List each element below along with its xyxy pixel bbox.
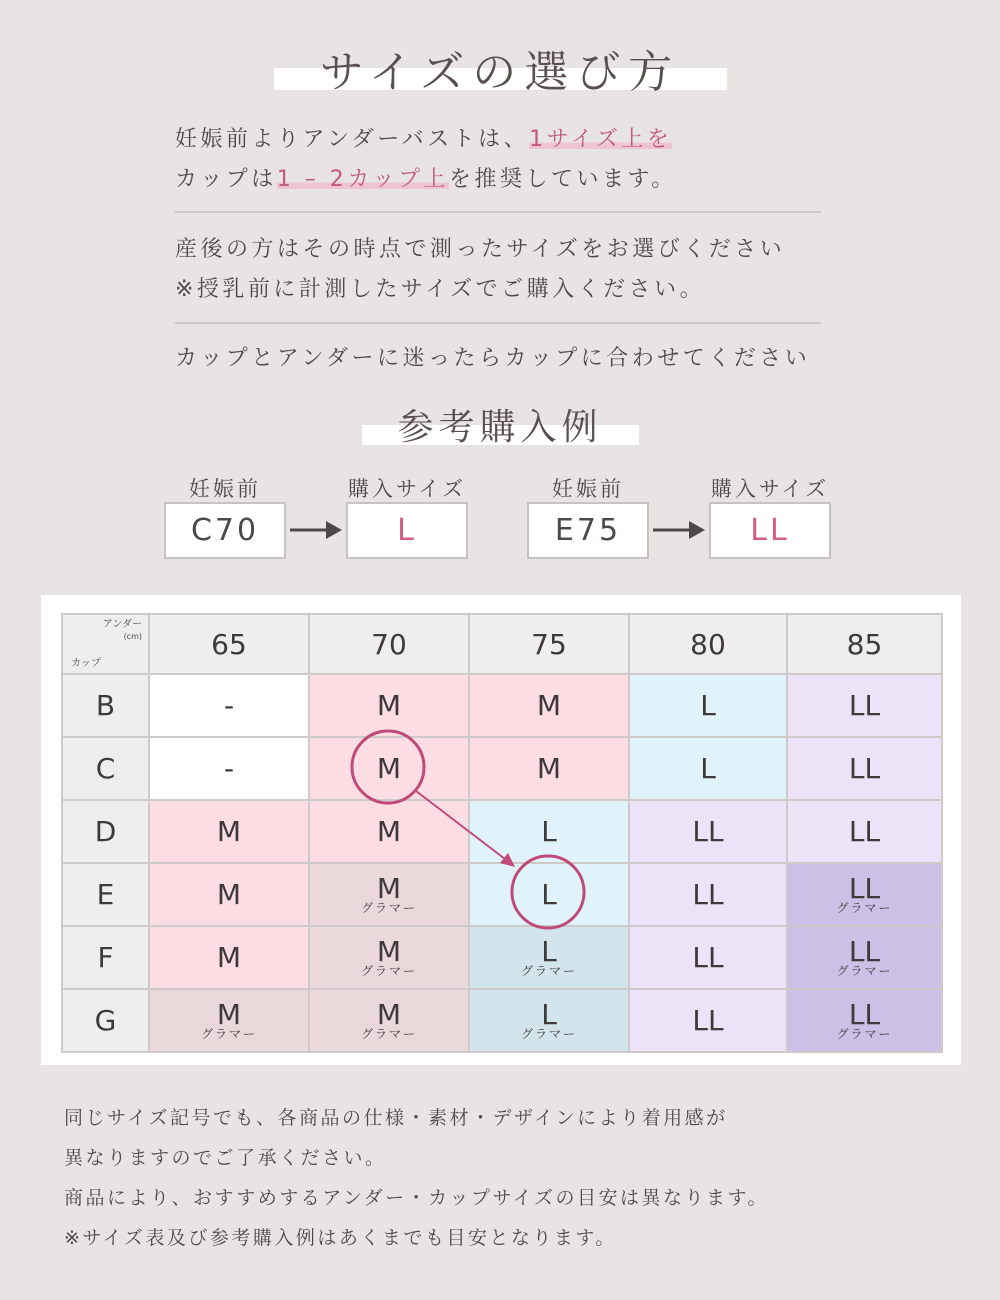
table-body xyxy=(62,674,942,1052)
size-value: LL xyxy=(848,934,881,968)
size-cell-c-70 xyxy=(309,737,469,800)
example-heading xyxy=(0,395,1000,455)
corner-under-text: アンダー xyxy=(102,619,142,630)
divider-2 xyxy=(175,322,821,324)
size-value: LL xyxy=(848,997,881,1031)
size-value: L xyxy=(541,814,557,848)
intro-line-1-highlight: 1サイズ上を xyxy=(529,127,673,152)
example-1-before-value: C70 xyxy=(164,502,286,559)
size-chart-panel xyxy=(41,595,961,1065)
intro-line-5: カップとアンダーに迷ったらカップに合わせてください xyxy=(175,346,811,371)
size-cell-c-75 xyxy=(469,737,629,800)
size-value: M xyxy=(216,997,242,1031)
size-value: - xyxy=(223,688,235,722)
size-value: L xyxy=(541,934,557,968)
footnotes xyxy=(64,1098,769,1258)
size-cell-c-80 xyxy=(629,737,787,800)
size-cell-d-80 xyxy=(629,800,787,863)
size-cell-g-70 xyxy=(309,989,469,1052)
column-header-65: 65 xyxy=(149,614,309,674)
size-value: LL xyxy=(692,877,724,911)
intro-line-1 xyxy=(175,120,825,160)
intro-block-2 xyxy=(175,230,825,310)
size-subtype: グラマー xyxy=(360,900,417,915)
size-cell-g-65 xyxy=(149,989,309,1052)
note-3: 商品により、おすすめするアンダー・カップサイズの目安は異なります。 xyxy=(64,1187,769,1209)
row-header-g: G xyxy=(62,989,149,1052)
size-cell-f-75 xyxy=(469,926,629,989)
example-2-before-value: E75 xyxy=(527,502,649,559)
size-cell-d-65 xyxy=(149,800,309,863)
table-row xyxy=(62,674,942,737)
size-cell-f-70 xyxy=(309,926,469,989)
example-2-arrow-icon xyxy=(653,518,705,542)
size-value: LL xyxy=(848,871,881,905)
size-cell-d-70 xyxy=(309,800,469,863)
intro-line-2 xyxy=(175,160,825,200)
size-subtype: グラマー xyxy=(200,1026,257,1041)
size-value: M xyxy=(216,814,242,848)
row-header-b: B xyxy=(62,674,149,737)
size-cell-f-80 xyxy=(629,926,787,989)
table-corner-cell xyxy=(62,614,149,674)
size-cell-f-65 xyxy=(149,926,309,989)
example-2-before-label: 妊娠前 xyxy=(552,477,624,501)
size-cell-c-85 xyxy=(787,737,942,800)
intro-line-3: 産後の方はその時点で測ったサイズをお選びください xyxy=(175,237,786,262)
row-header-f: F xyxy=(62,926,149,989)
size-value: LL xyxy=(692,1003,724,1037)
size-value: M xyxy=(376,997,402,1031)
row-header-c: C xyxy=(62,737,149,800)
column-header-75: 75 xyxy=(469,614,629,674)
column-header-85: 85 xyxy=(787,614,942,674)
size-value: L xyxy=(700,688,716,722)
corner-cup-label: カップ xyxy=(71,658,101,669)
size-cell-b-80 xyxy=(629,674,787,737)
intro-line-2-text: カップは xyxy=(175,167,277,192)
size-value: LL xyxy=(692,814,724,848)
size-value: - xyxy=(223,751,235,785)
intro-line-2-text-end: を推奨しています。 xyxy=(449,167,677,192)
column-header-80: 80 xyxy=(629,614,787,674)
size-cell-f-85 xyxy=(787,926,942,989)
intro-block-3 xyxy=(175,339,825,379)
size-value: M xyxy=(376,871,402,905)
size-cell-d-85 xyxy=(787,800,942,863)
size-cell-g-75 xyxy=(469,989,629,1052)
size-subtype: グラマー xyxy=(360,1026,417,1041)
size-cell-e-70 xyxy=(309,863,469,926)
size-cell-g-85 xyxy=(787,989,942,1052)
size-cell-b-70 xyxy=(309,674,469,737)
size-chart-table xyxy=(61,613,943,1053)
intro-line-4: ※授乳前に計測したサイズでご購入ください。 xyxy=(175,277,706,302)
size-value: L xyxy=(700,751,716,785)
size-value: LL xyxy=(848,688,881,722)
size-cell-e-75 xyxy=(469,863,629,926)
example-1-after-label: 購入サイズ xyxy=(347,477,467,501)
size-cell-b-75 xyxy=(469,674,629,737)
size-cell-b-65 xyxy=(149,674,309,737)
intro-line-2-highlight: 1 – 2カップ上 xyxy=(276,167,450,192)
intro-line-1-text: 妊娠前よりアンダーバストは、 xyxy=(175,127,530,152)
size-value: LL xyxy=(848,751,881,785)
table-row xyxy=(62,863,942,926)
size-value: M xyxy=(376,814,402,848)
size-cell-e-85 xyxy=(787,863,942,926)
size-value: M xyxy=(536,751,562,785)
corner-under-label xyxy=(103,619,142,643)
size-subtype: グラマー xyxy=(836,1026,893,1041)
size-value: M xyxy=(376,934,402,968)
example-2-after-value: LL xyxy=(709,502,831,559)
size-cell-g-80 xyxy=(629,989,787,1052)
note-4: ※サイズ表及び参考購入例はあくまでも目安となります。 xyxy=(64,1227,617,1249)
size-value: L xyxy=(541,997,557,1031)
row-header-e: E xyxy=(62,863,149,926)
size-value: M xyxy=(216,940,242,974)
size-cell-e-80 xyxy=(629,863,787,926)
size-value: M xyxy=(216,877,242,911)
size-subtype: グラマー xyxy=(520,963,577,978)
table-row xyxy=(62,737,942,800)
corner-unit-text: (cm) xyxy=(123,632,142,641)
size-value: M xyxy=(376,688,402,722)
note-2: 異なりますのでご了承ください。 xyxy=(64,1147,387,1169)
page-heading xyxy=(0,30,1000,100)
example-1-arrow-icon xyxy=(290,518,342,542)
size-value: M xyxy=(376,751,402,785)
size-value: M xyxy=(536,688,562,722)
size-value: LL xyxy=(848,814,881,848)
table-row xyxy=(62,800,942,863)
table-row xyxy=(62,989,942,1052)
size-value: L xyxy=(541,877,557,911)
size-subtype: グラマー xyxy=(836,963,893,978)
size-subtype: グラマー xyxy=(520,1026,577,1041)
example-2-after-label: 購入サイズ xyxy=(710,477,830,501)
column-header-70: 70 xyxy=(309,614,469,674)
example-1-before-label: 妊娠前 xyxy=(189,477,261,501)
table-row xyxy=(62,926,942,989)
size-value: LL xyxy=(692,940,724,974)
page-title: サイズの選び方 xyxy=(319,47,681,98)
note-1: 同じサイズ記号でも、各商品の仕様・素材・デザインにより着用感が xyxy=(64,1107,728,1129)
size-cell-d-75 xyxy=(469,800,629,863)
size-cell-c-65 xyxy=(149,737,309,800)
example-1-after-value: L xyxy=(346,502,468,559)
size-subtype: グラマー xyxy=(360,963,417,978)
table-header-row xyxy=(62,614,942,674)
example-title: 参考購入例 xyxy=(397,407,603,448)
divider-1 xyxy=(175,211,821,213)
size-cell-b-85 xyxy=(787,674,942,737)
size-subtype: グラマー xyxy=(836,900,893,915)
row-header-d: D xyxy=(62,800,149,863)
size-cell-e-65 xyxy=(149,863,309,926)
intro-block-1 xyxy=(175,120,825,200)
